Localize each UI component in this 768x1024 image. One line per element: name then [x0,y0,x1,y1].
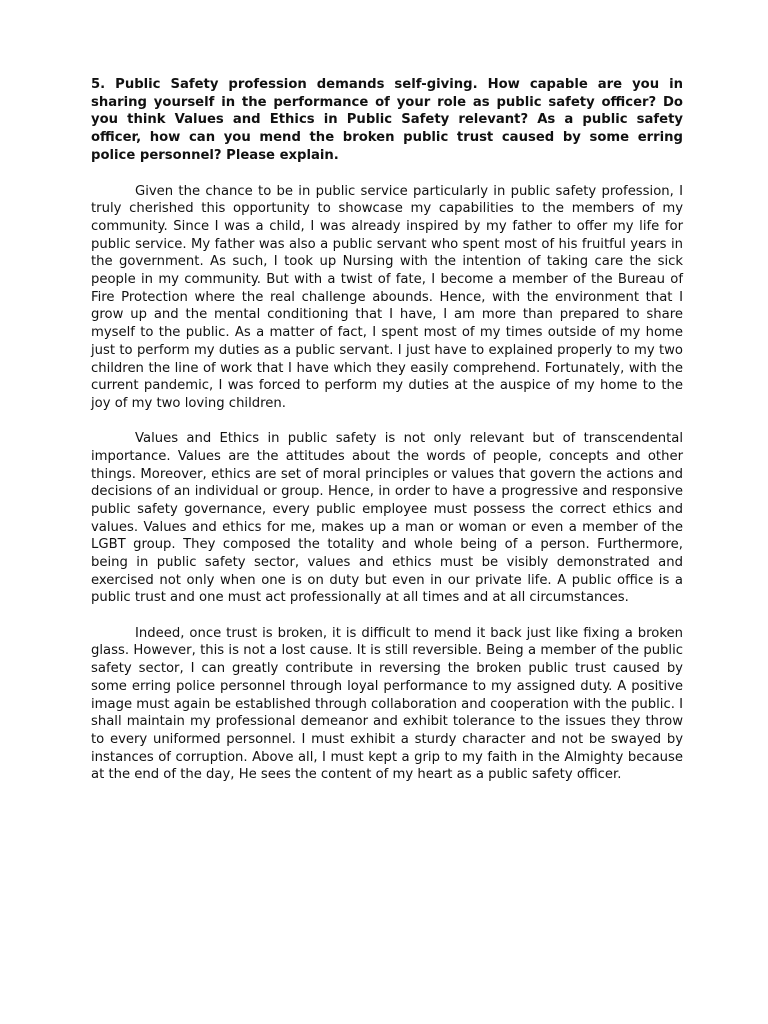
paragraph-public-service: Given the chance to be in public service particularly in public safety profession, I truly cherished this opportunity to showcase my capabilities to the members of my community. Since I was a child, I was already inspired by my father to offer my life for public service. My father was also a public servant who spent most of his fruitful years in the government. As such, I took up Nursing with the intention of taking care the sick people in my community. But with a twist of fate, I become a member of the Bureau of Fire Protection where the real challenge abounds. Hence, with the environment that I grow up and the mental conditioning that I have, I am more than prepared to share myself to the public. As a matter of fact, I spent most of my times outside of my home just to perform my duties as a public servant. I just have to explained properly to my two children the line of work that I have which they easily comprehend. Fortunately, with the current pandemic, I was forced to perform my duties at the auspice of my home to the joy of my two loving children. [91,183,683,411]
document-page [91,76,683,802]
paragraph-public-trust: Indeed, once trust is broken, it is difficult to mend it back just like fixing a broken glass. However, this is not a lost cause. It is still reversible. Being a member of the public safety sector, I can greatly contribute in reversing the broken public trust caused by some erring police personnel through loyal performance to my assigned duty. A positive image must again be established through collaboration and cooperation with the public. I shall maintain my professional demeanor and exhibit tolerance to the issues they throw to every uniformed personnel. I must exhibit a sturdy character and not be swayed by instances of corruption. Above all, I must kept a grip to my faith in the Almighty because at the end of the day, He sees the content of my heart as a public safety officer. [91,625,683,783]
question-heading: 5. Public Safety profession demands self-giving. How capable are you in sharing yourself in the performance of your role as public safety officer? Do you think Values and Ethics in Public Safety relevant? As a public safety officer, how can you mend the broken public trust caused by some erring police personnel? Please explain. [91,77,683,163]
paragraph-values-ethics: Values and Ethics in public safety is not only relevant but of transcendental importance. Values are the attitudes about the words of people, concepts and other things. Moreover, ethics are set of moral principles or values that govern the actions and decisions of an individual or group. Hence, in order to have a progressive and responsive public safety governance, every public employee must possess the correct ethics and values. Values and ethics for me, makes up a man or woman or even a member of the LGBT group. They composed the totality and whole being of a person. Furthermore, being in public safety sector, values and ethics must be visibly demonstrated and exercised not only when one is on duty but even in our private life. A public office is a public trust and one must act professionally at all times and at all circumstances. [91,431,683,606]
